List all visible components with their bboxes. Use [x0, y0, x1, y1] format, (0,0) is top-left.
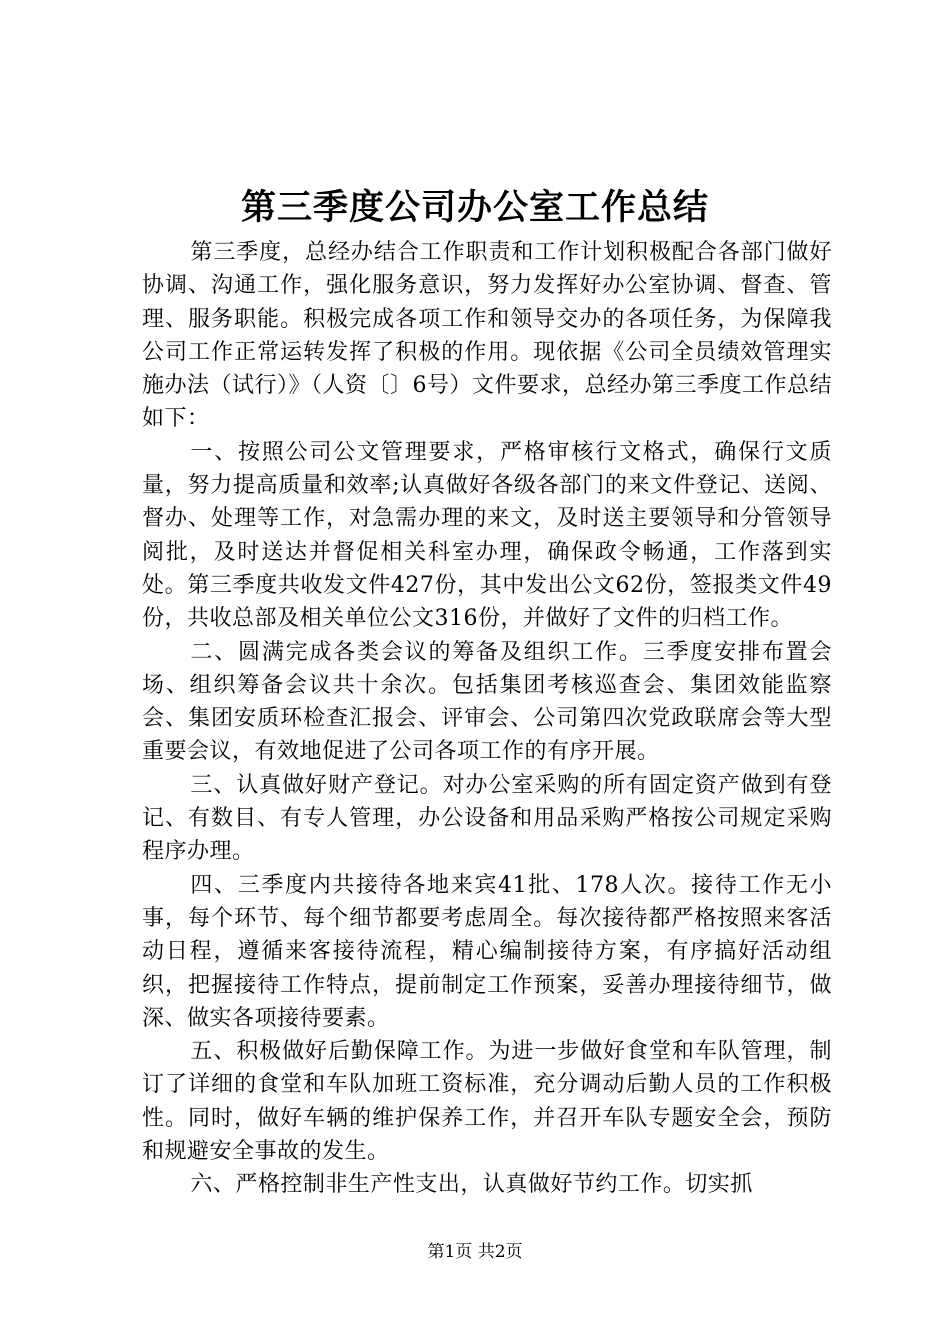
paragraph-intro: 第三季度，总经办结合工作职责和工作计划积极配合各部门做好协调、沟通工作，强化服务意识，努力发挥好办公室协调、督查、管理、服务职能。积极完成各项工作和领导交办的各项任务，为保障我公司工作正常运转发挥了积极的作用。现依据《公司全员绩效管理实施办法（试行）》（人资〔〕6号）文件要求，总经办第三季度工作总结如下： [142, 240, 832, 432]
page-number-footer: 第1页 共2页 [427, 1242, 523, 1262]
paragraph-section-5: 五、积极做好后勤保障工作。为进一步做好食堂和车队管理，制订了详细的食堂和车队加班工资标准，充分调动后勤人员的工作积极性。同时，做好车辆的维护保养工作，并召开车队专题安全会，预防和规避安全事故的发生。 [142, 1039, 832, 1165]
paragraph-section-6: 六、严格控制非生产性支出，认真做好节约工作。切实抓 [190, 1172, 753, 1198]
document-title: 第三季度公司办公室工作总结 [240, 187, 709, 228]
paragraph-section-3: 三、认真做好财产登记。对办公室采购的所有固定资产做到有登记、有数目、有专人管理，办公设备和用品采购严格按公司规定采购程序办理。 [142, 772, 832, 865]
document-body [142, 236, 832, 1202]
paragraph-section-4: 四、三季度内共接待各地来宾41批、178人次。接待工作无小事，每个环节、每个细节都要考虑周全。每次接待都严格按照来客活动日程，遵循来客接待流程，精心编制接待方案，有序搞好活动组织，把握接待工作特点，提前制定工作预案，妥善办理接待细节，做深、做实各项接待要素。 [142, 872, 832, 1031]
paragraph-section-1: 一、按照公司公文管理要求，严格审核行文格式，确保行文质量，努力提高质量和效率;认真做好各级各部门的来文件登记、送阅、督办、处理等工作，对急需办理的来文，及时送主要领导和分管领导阅批，及时送达并督促相关科室办理，确保政令畅通，工作落到实处。第三季度共收发文件427份，其中发出公文62份，签报类文件49份，共收总部及相关单位公文316份，并做好了文件的归档工作。 [142, 439, 832, 632]
paragraph-section-2: 二、圆满完成各类会议的筹备及组织工作。三季度安排布置会场、组织筹备会议共十余次。包括集团考核巡查会、集团效能监察会、集团安质环检查汇报会、评审会、公司第四次党政联席会等大型重要会议，有效地促进了公司各项工作的有序开展。 [142, 639, 832, 765]
